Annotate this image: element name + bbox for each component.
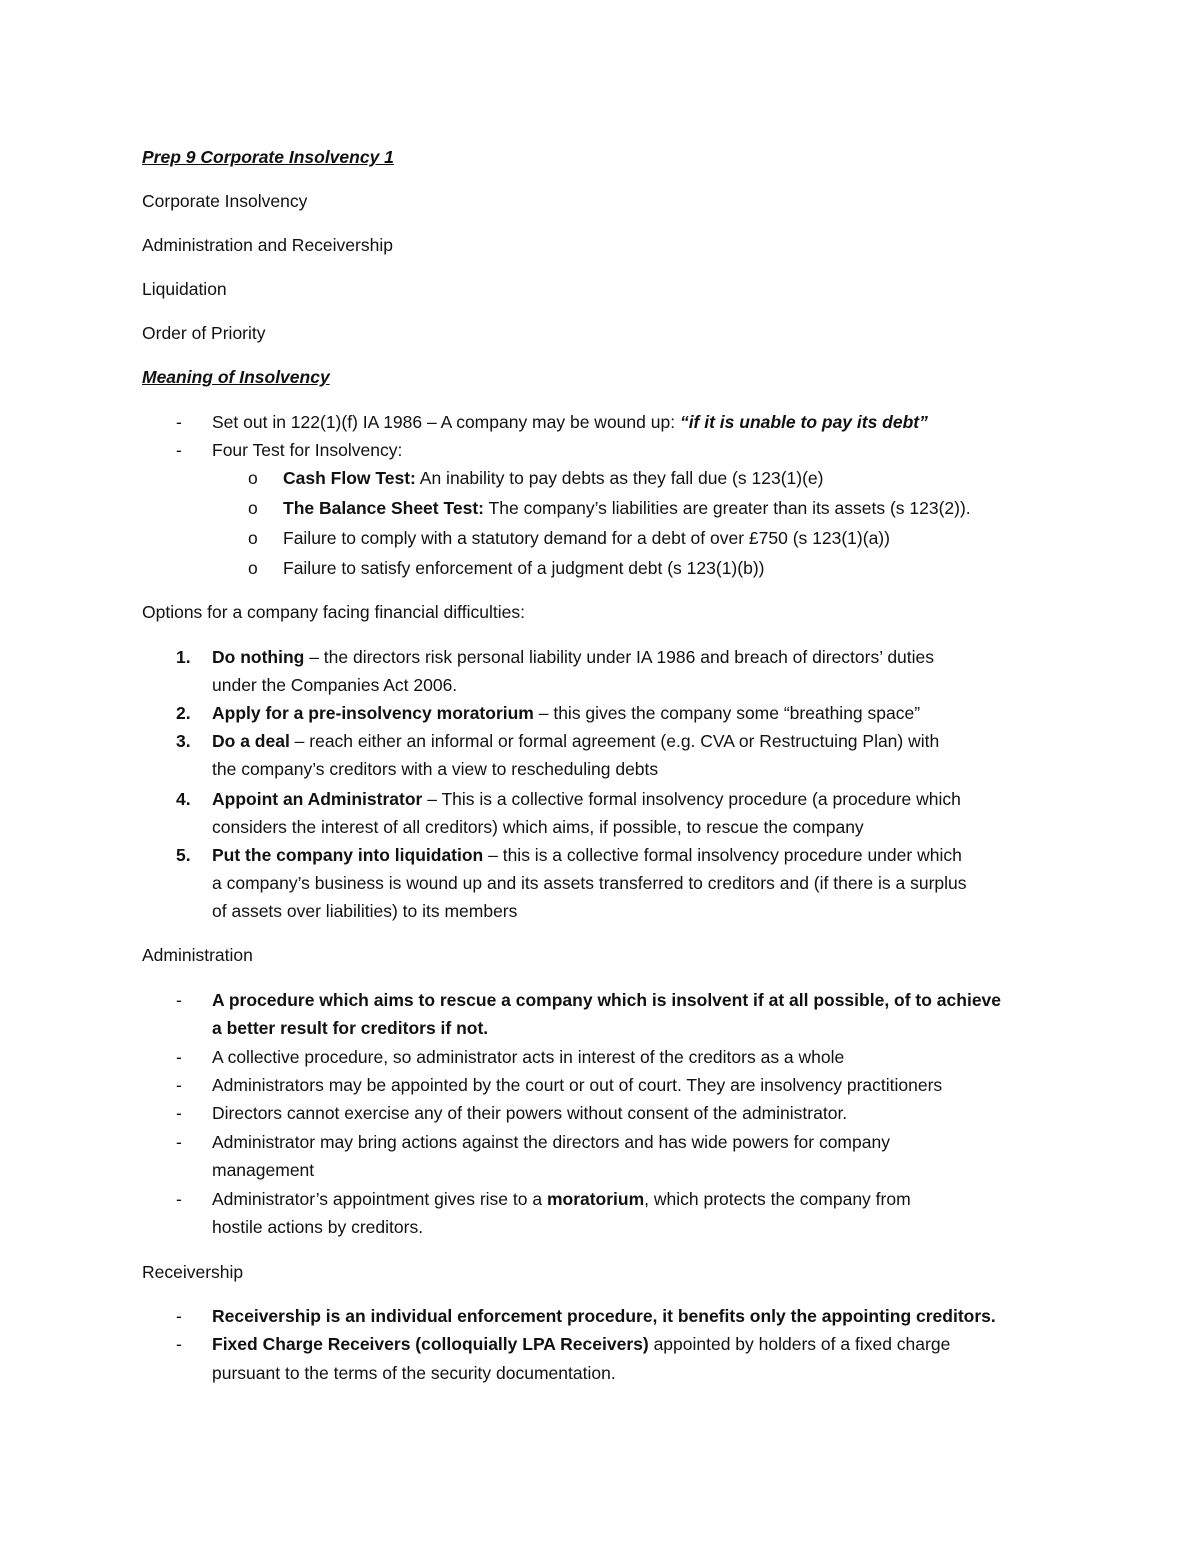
page-title: Prep 9 Corporate Insolvency 1 — [142, 147, 394, 167]
list-number: 4. — [176, 789, 191, 809]
list-number: 5. — [176, 845, 191, 865]
list-number: 3. — [176, 731, 191, 751]
receivership-bullet-2-cont: pursuant to the terms of the security documentation. — [212, 1363, 616, 1383]
admin-bullet-1-cont: a better result for creditors if not. — [212, 1018, 489, 1038]
admin-bullet-6-cont: hostile actions by creditors. — [212, 1217, 424, 1237]
admin-bullet-2: A collective procedure, so administrator acts in interest of the creditors as a whole — [212, 1047, 845, 1067]
option-item-3-cont: the company’s creditors with a view to rescheduling debts — [212, 759, 659, 779]
administration-heading: Administration — [142, 945, 253, 965]
list-number: 2. — [176, 703, 191, 723]
option-item-1-cont: under the Companies Act 2006. — [212, 675, 458, 695]
option-item-3: Do a deal – reach either an informal or formal agreement (e.g. CVA or Restructuing Plan) with — [212, 731, 940, 751]
topic-liquidation: Liquidation — [142, 279, 227, 299]
bullet-circle: o — [248, 528, 258, 548]
bullet-dash: - — [176, 990, 182, 1010]
option-item-1: Do nothing – the directors risk personal liability under IA 1986 and breach of directors’ duties — [212, 647, 935, 667]
option-item-4-cont: considers the interest of all creditors) which aims, if possible, to rescue the company — [212, 817, 864, 837]
admin-bullet-1: A procedure which aims to rescue a company which is insolvent if at all possible, of to achieve — [212, 990, 1002, 1010]
bullet-dash: - — [176, 1189, 182, 1209]
topic-administration-receivership: Administration and Receivership — [142, 235, 393, 255]
admin-bullet-3: Administrators may be appointed by the court or out of court. They are insolvency practitioners — [212, 1075, 943, 1095]
topic-corporate-insolvency: Corporate Insolvency — [142, 191, 308, 211]
option-item-5: Put the company into liquidation – this is a collective formal insolvency procedure under which — [212, 845, 962, 865]
bullet-circle: o — [248, 468, 258, 488]
receivership-heading: Receivership — [142, 1262, 244, 1282]
meaning-heading: Meaning of Insolvency — [142, 367, 330, 387]
bullet-dash: - — [176, 1306, 182, 1326]
test-item: Cash Flow Test: An inability to pay debts as they fall due (s 123(1)(e) — [283, 468, 824, 488]
bullet-circle: o — [248, 498, 258, 518]
receivership-bullet-1: Receivership is an individual enforcement procedure, it benefits only the appointing creditors. — [212, 1306, 996, 1326]
option-item-2: Apply for a pre-insolvency moratorium – this gives the company some “breathing space” — [212, 703, 921, 723]
bullet-dash: - — [176, 1103, 182, 1123]
option-item-5-cont: of assets over liabilities) to its members — [212, 901, 518, 921]
test-item: The Balance Sheet Test: The company’s liabilities are greater than its assets (s 123(2)). — [283, 498, 971, 518]
receivership-bullet-2: Fixed Charge Receivers (colloquially LPA Receivers) appointed by holders of a fixed charge — [212, 1334, 951, 1354]
list-number: 1. — [176, 647, 191, 667]
bullet-dash: - — [176, 1047, 182, 1067]
admin-bullet-5-cont: management — [212, 1160, 315, 1180]
bullet-dash: - — [176, 440, 182, 460]
test-item: Failure to comply with a statutory demand for a debt of over £750 (s 123(1)(a)) — [283, 528, 890, 548]
option-item-5-cont: a company’s business is wound up and its assets transferred to creditors and (if there is a surplus — [212, 873, 967, 893]
options-heading: Options for a company facing financial difficulties: — [142, 602, 525, 622]
topic-order-of-priority: Order of Priority — [142, 323, 266, 343]
admin-bullet-4: Directors cannot exercise any of their powers without consent of the administrator. — [212, 1103, 848, 1123]
meaning-bullet-2: Four Test for Insolvency: — [212, 440, 403, 460]
bullet-dash: - — [176, 1132, 182, 1152]
test-item: Failure to satisfy enforcement of a judgment debt (s 123(1)(b)) — [283, 558, 765, 578]
bullet-dash: - — [176, 1334, 182, 1354]
bullet-dash: - — [176, 412, 182, 432]
bullet-circle: o — [248, 558, 258, 578]
admin-bullet-6: Administrator’s appointment gives rise to a moratorium, which protects the company from — [212, 1189, 911, 1209]
option-item-4: Appoint an Administrator – This is a collective formal insolvency procedure (a procedure which — [212, 789, 961, 809]
admin-bullet-5: Administrator may bring actions against the directors and has wide powers for company — [212, 1132, 890, 1152]
bullet-dash: - — [176, 1075, 182, 1095]
meaning-bullet-1: Set out in 122(1)(f) IA 1986 – A company may be wound up: “if it is unable to pay its debt” — [212, 412, 928, 432]
